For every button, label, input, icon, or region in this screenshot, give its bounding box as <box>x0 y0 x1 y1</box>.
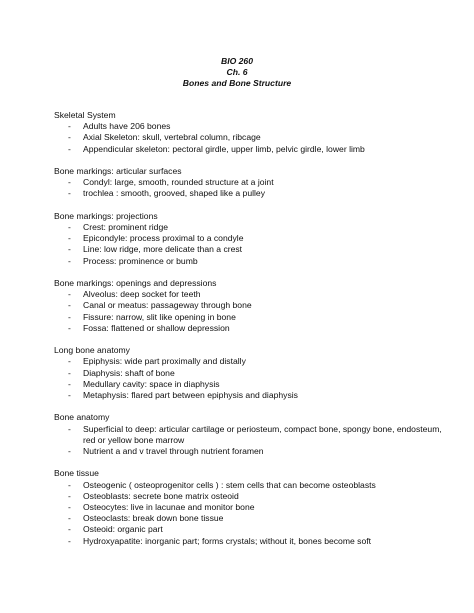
dash-bullet: - <box>68 289 71 300</box>
bullet-list <box>54 480 454 547</box>
list-item <box>54 132 454 143</box>
list-item <box>54 379 454 390</box>
list-item-text: Alveolus: deep socket for teeth <box>83 289 201 300</box>
bullet-list <box>54 121 454 155</box>
list-item <box>54 222 454 233</box>
dash-bullet: - <box>68 535 71 546</box>
list-item-text: Osteocytes: live in lacunae and monitor bone <box>83 502 255 513</box>
chapter-label: Ch. 6 <box>226 67 248 78</box>
bullet-list <box>54 424 454 458</box>
list-item <box>54 256 454 267</box>
dash-bullet: - <box>68 311 71 322</box>
list-item <box>54 356 454 367</box>
list-item-text: Metaphysis: flared part between epiphysis and diaphysis <box>83 390 298 401</box>
list-item <box>54 323 454 334</box>
list-item <box>54 289 454 300</box>
list-item-text: Line: low ridge, more delicate than a crest <box>83 244 243 255</box>
document-title: Bones and Bone Structure <box>182 78 292 89</box>
list-item-text: Adults have 206 bones <box>83 121 171 132</box>
list-item-text: trochlea : smooth, grooved, shaped like a pulley <box>83 188 266 199</box>
list-item <box>54 536 454 547</box>
dash-bullet: - <box>68 244 71 255</box>
list-item <box>54 177 454 188</box>
list-item-text: Osteoid: organic part <box>83 524 163 535</box>
list-item-text: Appendicular skeleton: pectoral girdle, upper limb, pelvic girdle, lower limb <box>83 143 365 154</box>
list-item <box>54 524 454 535</box>
list-item <box>54 233 454 244</box>
dash-bullet: - <box>68 222 71 232</box>
list-item <box>54 502 454 513</box>
dash-bullet: - <box>68 188 71 199</box>
dash-bullet: - <box>68 356 71 367</box>
list-item-text: Axial Skeleton: skull, vertebral column, ribcage <box>83 132 261 143</box>
dash-bullet: - <box>68 378 71 389</box>
list-item-text: Canal or meatus: passageway through bone <box>83 300 252 311</box>
list-item-text: Hydroxyapatite: inorganic part; forms crystals; without it, bones become soft <box>83 535 372 546</box>
document-header <box>0 56 474 90</box>
section-bone-tissue <box>54 468 454 546</box>
course-code: BIO 260 <box>220 56 253 66</box>
bullet-list <box>54 222 454 267</box>
list-item-text: Nutrient a and v travel through nutrient foramen <box>83 446 264 457</box>
list-item-text: Crest: prominent ridge <box>83 222 169 232</box>
list-item <box>54 188 454 199</box>
list-item-text: Process: prominence or bumb <box>83 255 198 266</box>
list-item-text: Medullary cavity: space in diaphysis <box>83 378 220 389</box>
notes-body <box>54 110 454 558</box>
section-heading: Bone tissue <box>54 468 99 479</box>
dash-bullet: - <box>68 524 71 535</box>
list-item-text: Osteoclasts: break down bone tissue <box>83 513 224 524</box>
dash-bullet: - <box>68 423 71 434</box>
dash-bullet: - <box>68 143 71 154</box>
bullet-list <box>54 177 454 199</box>
list-item-text: Diaphysis: shaft of bone <box>83 367 175 378</box>
bullet-list <box>54 289 454 334</box>
section-heading: Bone markings: articular surfaces <box>54 166 182 176</box>
list-item <box>54 300 454 311</box>
dash-bullet: - <box>68 132 71 143</box>
section-long-bone-anatomy <box>54 345 454 401</box>
list-item <box>54 244 454 255</box>
dash-bullet: - <box>68 300 71 311</box>
list-item-text: Fossa: flattened or shallow depression <box>83 322 230 333</box>
section-heading: Long bone anatomy <box>54 345 130 356</box>
section-heading: Bone markings: projections <box>54 210 158 221</box>
dash-bullet: - <box>68 502 71 513</box>
dash-bullet: - <box>68 490 71 501</box>
list-item <box>54 390 454 401</box>
dash-bullet: - <box>68 446 71 457</box>
dash-bullet: - <box>68 479 71 490</box>
list-item-text: Superficial to deep: articular cartilage or periosteum, compact bone, spongy bone, endosteum, red or yellow bone marrow <box>83 423 442 445</box>
list-item <box>54 513 454 524</box>
dash-bullet: - <box>68 233 71 244</box>
list-item <box>54 121 454 132</box>
dash-bullet: - <box>68 177 71 188</box>
list-item-text: Epicondyle: process proximal to a condyle <box>83 233 244 244</box>
list-item-text: Condyl: large, smooth, rounded structure at a joint <box>83 177 274 188</box>
section-skeletal-system <box>54 110 454 155</box>
dash-bullet: - <box>68 121 71 132</box>
list-item-text: Osteogenic ( osteoprogenitor cells ) : stem cells that can become osteoblasts <box>83 479 376 490</box>
section-projections <box>54 211 454 267</box>
section-heading: Bone anatomy <box>54 412 110 423</box>
list-item-text: Osteoblasts: secrete bone matrix osteoid <box>83 490 239 501</box>
dash-bullet: - <box>68 322 71 333</box>
list-item <box>54 446 454 457</box>
list-item <box>54 424 454 446</box>
dash-bullet: - <box>68 255 71 266</box>
section-heading: Bone markings: openings and depressions <box>54 278 217 288</box>
list-item <box>54 480 454 491</box>
section-heading: Skeletal System <box>54 110 116 120</box>
dash-bullet: - <box>68 390 71 401</box>
bullet-list <box>54 356 454 401</box>
section-bone-anatomy <box>54 412 454 457</box>
section-openings-depressions <box>54 278 454 334</box>
list-item-text: Epiphysis: wide part proximally and distally <box>83 356 246 367</box>
list-item <box>54 368 454 379</box>
dash-bullet: - <box>68 367 71 378</box>
dash-bullet: - <box>68 513 71 524</box>
section-articular-surfaces <box>54 166 454 200</box>
list-item <box>54 491 454 502</box>
list-item-text: Fissure: narrow, slit like opening in bone <box>83 311 236 322</box>
list-item <box>54 144 454 155</box>
list-item <box>54 312 454 323</box>
